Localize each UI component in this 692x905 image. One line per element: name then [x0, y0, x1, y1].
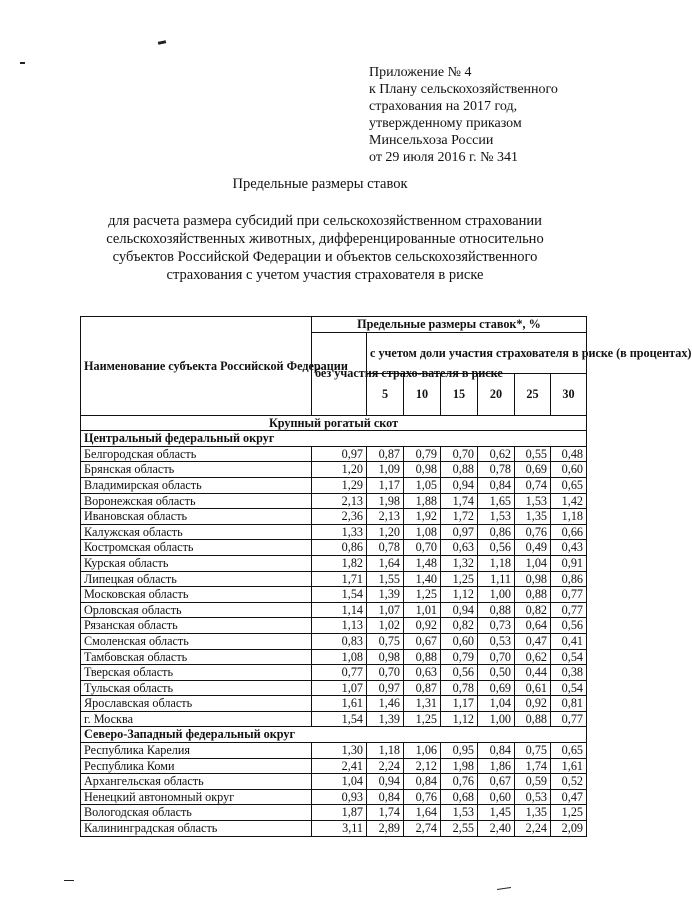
- rate-share-cell: 0,87: [404, 680, 441, 696]
- rate-share-cell: 1,74: [367, 805, 404, 821]
- rate-share-cell: 0,84: [367, 789, 404, 805]
- table-row: [81, 555, 587, 571]
- table-row: [81, 446, 587, 462]
- subtitle-line: сельскохозяйственных животных, дифференцированные относительно: [106, 231, 544, 247]
- subject-name: Воронежская область: [81, 493, 312, 509]
- rate-share-cell: 0,75: [515, 743, 551, 759]
- rate-share-cell: 1,07: [367, 602, 404, 618]
- appendix-line: к Плану сельскохозяйственного: [369, 82, 558, 97]
- appendix-line: от 29 июля 2016 г. № 341: [369, 150, 518, 165]
- rate-share-cell: 0,78: [367, 540, 404, 556]
- header-percent: 10: [404, 374, 441, 416]
- rate-share-cell: 0,66: [551, 524, 587, 540]
- rate-share-cell: 0,97: [367, 680, 404, 696]
- rate-share-cell: 1,00: [478, 587, 515, 603]
- table-row: [81, 493, 587, 509]
- rate-share-cell: 1,17: [367, 477, 404, 493]
- rate-share-cell: 0,82: [515, 602, 551, 618]
- rate-share-cell: 0,60: [478, 789, 515, 805]
- table-row: [81, 743, 587, 759]
- appendix-line: страхования на 2017 год,: [369, 99, 518, 114]
- header-percent: 15: [441, 374, 478, 416]
- rate-share-cell: 0,67: [404, 633, 441, 649]
- subject-name: Республика Коми: [81, 758, 312, 774]
- subject-name: Владимирская область: [81, 477, 312, 493]
- subject-name: Белгородская область: [81, 446, 312, 462]
- rate-share-cell: 1,04: [515, 555, 551, 571]
- rate-share-cell: 0,61: [515, 680, 551, 696]
- table-row: [81, 805, 587, 821]
- rate-share-cell: 1,20: [367, 524, 404, 540]
- table-row: [81, 680, 587, 696]
- rate-share-cell: 1,39: [367, 711, 404, 727]
- rate-share-cell: 0,82: [441, 618, 478, 634]
- subject-name: Тамбовская область: [81, 649, 312, 665]
- rate-share-cell: 0,94: [441, 602, 478, 618]
- table-row: [81, 509, 587, 525]
- rate-base-cell: 1,13: [312, 618, 367, 634]
- table-row: [81, 633, 587, 649]
- table-row: [81, 821, 587, 837]
- header-with-participation: с учетом доли участия страхователя в риске (в процентах): [367, 332, 587, 374]
- scan-speck: [20, 62, 25, 64]
- rate-share-cell: 1,98: [367, 493, 404, 509]
- rate-share-cell: 0,76: [515, 524, 551, 540]
- rate-share-cell: 0,81: [551, 696, 587, 712]
- rate-share-cell: 1,35: [515, 509, 551, 525]
- rate-base-cell: 3,11: [312, 821, 367, 837]
- rate-share-cell: 0,70: [367, 665, 404, 681]
- rate-share-cell: 0,79: [404, 446, 441, 462]
- header-percent: 30: [551, 374, 587, 416]
- rate-share-cell: 2,55: [441, 821, 478, 837]
- rate-share-cell: 0,91: [551, 555, 587, 571]
- rate-base-cell: 2,36: [312, 509, 367, 525]
- rate-share-cell: 0,86: [478, 524, 515, 540]
- subject-name: Ярославская область: [81, 696, 312, 712]
- appendix-note: [369, 64, 558, 166]
- rate-base-cell: 1,04: [312, 774, 367, 790]
- rate-share-cell: 1,25: [404, 711, 441, 727]
- rate-share-cell: 1,64: [367, 555, 404, 571]
- rate-share-cell: 0,38: [551, 665, 587, 681]
- section-row: [81, 415, 587, 431]
- rate-share-cell: 2,89: [367, 821, 404, 837]
- rate-share-cell: 0,69: [515, 462, 551, 478]
- appendix-line: утвержденному приказом: [369, 116, 522, 131]
- rate-base-cell: 1,82: [312, 555, 367, 571]
- rate-share-cell: 1,98: [441, 758, 478, 774]
- rate-base-cell: 1,08: [312, 649, 367, 665]
- subject-name: Липецкая область: [81, 571, 312, 587]
- subject-name: Курская область: [81, 555, 312, 571]
- rate-share-cell: 0,64: [515, 618, 551, 634]
- rate-share-cell: 0,48: [551, 446, 587, 462]
- rate-share-cell: 0,63: [441, 540, 478, 556]
- rate-share-cell: 1,53: [515, 493, 551, 509]
- table-row: [81, 524, 587, 540]
- rate-share-cell: 0,59: [515, 774, 551, 790]
- rate-base-cell: 1,07: [312, 680, 367, 696]
- rate-share-cell: 1,35: [515, 805, 551, 821]
- table-row: [81, 696, 587, 712]
- rate-share-cell: 0,77: [551, 602, 587, 618]
- rate-share-cell: 0,60: [551, 462, 587, 478]
- rate-share-cell: 2,74: [404, 821, 441, 837]
- rate-share-cell: 0,98: [404, 462, 441, 478]
- subject-name: Смоленская область: [81, 633, 312, 649]
- district-name: Северо-Западный федеральный округ: [81, 727, 587, 743]
- subject-name: Архангельская область: [81, 774, 312, 790]
- rate-share-cell: 1,74: [515, 758, 551, 774]
- rate-share-cell: 0,79: [441, 649, 478, 665]
- document-title: Предельные размеры ставок: [232, 176, 408, 192]
- rate-share-cell: 2,24: [367, 758, 404, 774]
- rate-share-cell: 1,04: [478, 696, 515, 712]
- rate-share-cell: 0,44: [515, 665, 551, 681]
- subject-name: Тульская область: [81, 680, 312, 696]
- subtitle-line: для расчета размера субсидий при сельскохозяйственном страховании: [108, 213, 542, 229]
- rate-base-cell: 1,61: [312, 696, 367, 712]
- rate-share-cell: 1,01: [404, 602, 441, 618]
- rate-share-cell: 1,39: [367, 587, 404, 603]
- subject-name: Калужская область: [81, 524, 312, 540]
- rate-share-cell: 0,70: [441, 446, 478, 462]
- table-row: [81, 758, 587, 774]
- rate-base-cell: 2,13: [312, 493, 367, 509]
- subject-name: Ненецкий автономный округ: [81, 789, 312, 805]
- rate-share-cell: 0,69: [478, 680, 515, 696]
- table-row: [81, 649, 587, 665]
- rate-share-cell: 0,74: [515, 477, 551, 493]
- rate-share-cell: 1,12: [441, 587, 478, 603]
- rate-share-cell: 1,65: [478, 493, 515, 509]
- rate-share-cell: 1,18: [367, 743, 404, 759]
- table-row: [81, 571, 587, 587]
- rate-base-cell: 1,29: [312, 477, 367, 493]
- table-row: [81, 540, 587, 556]
- rate-share-cell: 0,47: [551, 789, 587, 805]
- subject-name: Орловская область: [81, 602, 312, 618]
- rate-share-cell: 0,52: [551, 774, 587, 790]
- rate-share-cell: 0,87: [367, 446, 404, 462]
- subject-name: Брянская область: [81, 462, 312, 478]
- rate-share-cell: 0,88: [404, 649, 441, 665]
- rate-share-cell: 1,42: [551, 493, 587, 509]
- rate-base-cell: 2,41: [312, 758, 367, 774]
- rate-share-cell: 0,68: [441, 789, 478, 805]
- rates-table: [80, 316, 692, 837]
- rates-table-body: [81, 415, 587, 836]
- subject-name: Ивановская область: [81, 509, 312, 525]
- rate-share-cell: 1,09: [367, 462, 404, 478]
- rate-share-cell: 2,09: [551, 821, 587, 837]
- scan-speck: [497, 887, 511, 890]
- scan-speck: [158, 40, 166, 45]
- rate-base-cell: 1,20: [312, 462, 367, 478]
- rate-base-cell: 0,86: [312, 540, 367, 556]
- rate-share-cell: 1,55: [367, 571, 404, 587]
- rate-share-cell: 0,92: [515, 696, 551, 712]
- rate-base-cell: 1,87: [312, 805, 367, 821]
- rate-share-cell: 0,55: [515, 446, 551, 462]
- header-without-participation: без участия страхо-вателя в риске: [312, 332, 367, 415]
- header-percent: 5: [367, 374, 404, 416]
- district-row: [81, 727, 587, 743]
- rate-base-cell: 1,71: [312, 571, 367, 587]
- rate-share-cell: 0,70: [478, 649, 515, 665]
- table-row: [81, 477, 587, 493]
- rate-share-cell: 0,62: [515, 649, 551, 665]
- rate-share-cell: 0,95: [441, 743, 478, 759]
- rate-share-cell: 1,88: [404, 493, 441, 509]
- rate-share-cell: 1,12: [441, 711, 478, 727]
- rate-share-cell: 0,56: [441, 665, 478, 681]
- rate-share-cell: 1,17: [441, 696, 478, 712]
- rate-share-cell: 0,65: [551, 477, 587, 493]
- table-row: [81, 462, 587, 478]
- table-row: [81, 602, 587, 618]
- rate-share-cell: 2,13: [367, 509, 404, 525]
- appendix-line: Минсельхоза России: [369, 133, 494, 148]
- rate-share-cell: 1,45: [478, 805, 515, 821]
- rate-share-cell: 0,75: [367, 633, 404, 649]
- header-percent: 25: [515, 374, 551, 416]
- rate-share-cell: 0,77: [551, 711, 587, 727]
- subject-name: Тверская область: [81, 665, 312, 681]
- rate-share-cell: 0,88: [515, 711, 551, 727]
- rate-share-cell: 0,43: [551, 540, 587, 556]
- district-name: Центральный федеральный округ: [81, 431, 587, 447]
- rate-base-cell: 0,93: [312, 789, 367, 805]
- table-row: [81, 774, 587, 790]
- rate-share-cell: 0,67: [478, 774, 515, 790]
- rate-share-cell: 0,84: [478, 743, 515, 759]
- rate-share-cell: 0,78: [441, 680, 478, 696]
- table-row: [81, 711, 587, 727]
- rate-share-cell: 1,05: [404, 477, 441, 493]
- rate-share-cell: 0,76: [404, 789, 441, 805]
- rate-share-cell: 0,53: [515, 789, 551, 805]
- rate-share-cell: 1,86: [478, 758, 515, 774]
- subject-name: Калининградская область: [81, 821, 312, 837]
- table-row: [81, 587, 587, 603]
- rate-share-cell: 1,00: [478, 711, 515, 727]
- subject-name: Рязанская область: [81, 618, 312, 634]
- rate-share-cell: 1,40: [404, 571, 441, 587]
- rate-share-cell: 0,73: [478, 618, 515, 634]
- subject-name: Московская область: [81, 587, 312, 603]
- rate-share-cell: 0,54: [551, 680, 587, 696]
- rate-base-cell: 1,54: [312, 587, 367, 603]
- rate-share-cell: 1,02: [367, 618, 404, 634]
- rate-share-cell: 1,18: [551, 509, 587, 525]
- rate-share-cell: 0,94: [441, 477, 478, 493]
- subtitle-line: страхования с учетом участия страхователя в риске: [166, 267, 484, 283]
- rate-share-cell: 0,78: [478, 462, 515, 478]
- rate-share-cell: 1,46: [367, 696, 404, 712]
- rate-share-cell: 0,84: [478, 477, 515, 493]
- rate-share-cell: 0,70: [404, 540, 441, 556]
- rate-share-cell: 0,76: [441, 774, 478, 790]
- rate-share-cell: 0,47: [515, 633, 551, 649]
- table-row: [81, 618, 587, 634]
- rate-share-cell: 2,40: [478, 821, 515, 837]
- subject-name: Вологодская область: [81, 805, 312, 821]
- rate-share-cell: 1,64: [404, 805, 441, 821]
- rate-share-cell: 0,98: [515, 571, 551, 587]
- rate-share-cell: 0,88: [515, 587, 551, 603]
- rate-share-cell: 1,06: [404, 743, 441, 759]
- table-row: [81, 789, 587, 805]
- subject-name: г. Москва: [81, 711, 312, 727]
- rate-share-cell: 0,97: [441, 524, 478, 540]
- rate-share-cell: 1,61: [551, 758, 587, 774]
- district-row: [81, 431, 587, 447]
- rate-share-cell: 1,32: [441, 555, 478, 571]
- rate-share-cell: 0,41: [551, 633, 587, 649]
- rate-share-cell: 0,65: [551, 743, 587, 759]
- rate-share-cell: 0,86: [551, 571, 587, 587]
- rate-share-cell: 1,48: [404, 555, 441, 571]
- rate-base-cell: 1,54: [312, 711, 367, 727]
- rate-share-cell: 1,25: [551, 805, 587, 821]
- rate-share-cell: 0,88: [441, 462, 478, 478]
- rate-base-cell: 1,33: [312, 524, 367, 540]
- subject-name: Республика Карелия: [81, 743, 312, 759]
- rate-share-cell: 0,53: [478, 633, 515, 649]
- rate-share-cell: 0,98: [367, 649, 404, 665]
- header-rates: Предельные размеры ставок*, %: [312, 317, 587, 333]
- rate-share-cell: 0,92: [404, 618, 441, 634]
- rate-share-cell: 1,18: [478, 555, 515, 571]
- rate-share-cell: 1,08: [404, 524, 441, 540]
- subject-name: Костромская область: [81, 540, 312, 556]
- table-row: [81, 665, 587, 681]
- rate-share-cell: 1,25: [441, 571, 478, 587]
- rate-share-cell: 0,60: [441, 633, 478, 649]
- rate-share-cell: 1,72: [441, 509, 478, 525]
- rate-share-cell: 1,11: [478, 571, 515, 587]
- rate-share-cell: 0,94: [367, 774, 404, 790]
- rate-share-cell: 0,54: [551, 649, 587, 665]
- appendix-line: Приложение № 4: [369, 65, 472, 80]
- rate-share-cell: 0,77: [551, 587, 587, 603]
- rate-share-cell: 0,88: [478, 602, 515, 618]
- rate-share-cell: 0,56: [478, 540, 515, 556]
- header-percent: 20: [478, 374, 515, 416]
- rate-share-cell: 2,12: [404, 758, 441, 774]
- subtitle-line: субъектов Российской Федерации и объектов сельскохозяйственного: [112, 249, 538, 265]
- scan-speck: [64, 880, 74, 881]
- rate-share-cell: 1,92: [404, 509, 441, 525]
- rate-share-cell: 0,56: [551, 618, 587, 634]
- rate-base-cell: 0,77: [312, 665, 367, 681]
- rate-base-cell: 1,30: [312, 743, 367, 759]
- rate-share-cell: 0,50: [478, 665, 515, 681]
- rate-share-cell: 1,25: [404, 587, 441, 603]
- rate-share-cell: 1,74: [441, 493, 478, 509]
- rate-share-cell: 0,63: [404, 665, 441, 681]
- rate-share-cell: 0,84: [404, 774, 441, 790]
- rate-share-cell: 1,31: [404, 696, 441, 712]
- rate-share-cell: 1,53: [441, 805, 478, 821]
- rate-base-cell: 0,97: [312, 446, 367, 462]
- rate-base-cell: 0,83: [312, 633, 367, 649]
- header-subject-name: Наименование субъекта Российской Федерации: [81, 317, 312, 416]
- section-title: Крупный рогатый скот: [81, 415, 587, 431]
- rate-share-cell: 0,49: [515, 540, 551, 556]
- rate-base-cell: 1,14: [312, 602, 367, 618]
- rate-share-cell: 2,24: [515, 821, 551, 837]
- rate-share-cell: 0,62: [478, 446, 515, 462]
- rate-share-cell: 1,53: [478, 509, 515, 525]
- document-subtitle: [60, 212, 590, 284]
